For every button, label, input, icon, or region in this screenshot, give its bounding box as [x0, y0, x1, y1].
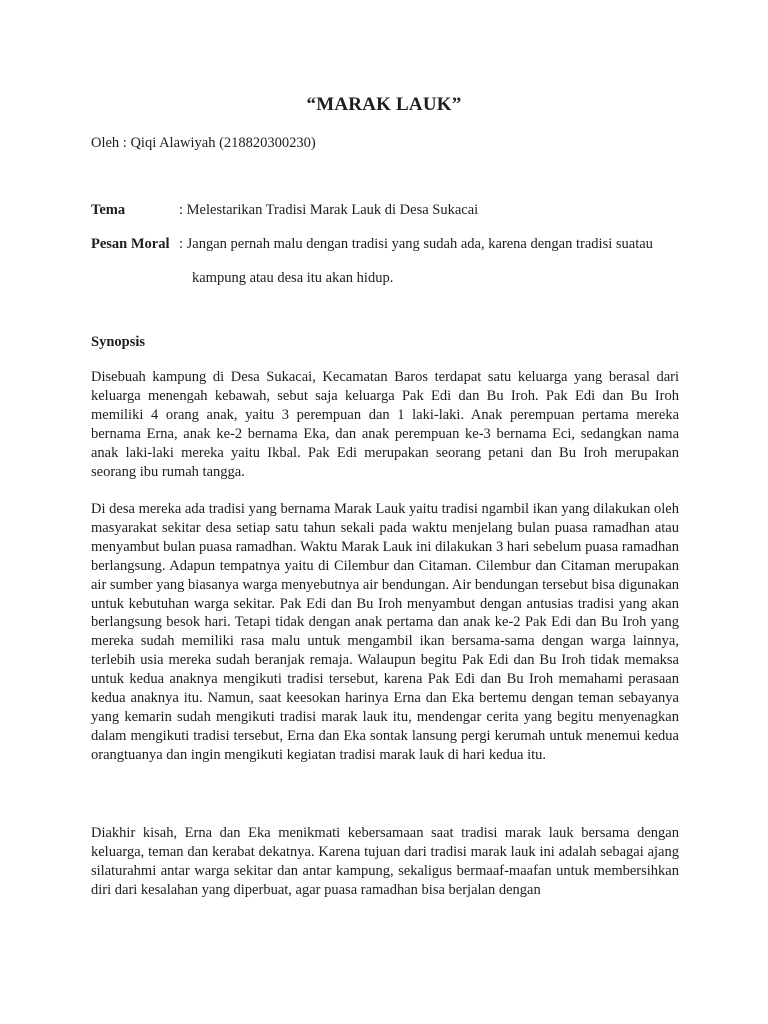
synopsis-heading: Synopsis [91, 334, 146, 350]
pesan-moral-row [91, 236, 653, 253]
synopsis-paragraph-3: Diakhir kisah, Erna dan Eka menikmati kebersamaan saat tradisi marak lauk bersama dengan keluarga, teman dan kerabat dekatnya. Karena tujuan dari tradisi marak lauk ini adalah sebagai ajang silaturahmi antar warga sekitar dan antar kampung, sekaligus bermaaf-maafan untuk membersihkan diri dari kesalahan yang diperbuat, agar puasa ramadhan bisa berjalan dengan [91, 825, 679, 898]
author-line: Oleh : Qiqi Alawiyah (218820300230) [91, 135, 316, 151]
document-title: “MARAK LAUK” [306, 94, 462, 115]
pesan-moral-label: Pesan Moral [91, 236, 170, 252]
pesan-moral-continuation: kampung atau desa itu akan hidup. [192, 270, 394, 286]
tema-row [91, 202, 479, 219]
tema-value: : Melestarikan Tradisi Marak Lauk di Desa Sukacai [179, 202, 479, 218]
synopsis-paragraph-1: Disebuah kampung di Desa Sukacai, Kecamatan Baros terdapat satu keluarga yang berasal dari keluarga menengah kebawah, sebut saja keluarga Pak Edi dan Bu Iroh. Pak Edi dan Bu Iroh memiliki 4 orang anak, yaitu 3 perempuan dan 1 laki-laki. Anak perempuan pertama mereka bernama Erna, anak ke-2 bernama Eka, dan anak perempuan ke-3 bernama Eci, sedangkan nama anak laki-laki mereka yaitu Ikbal. Pak Edi merupakan seorang petani dan Bu Iroh merupakan seorang ibu rumah tangga. [91, 369, 679, 480]
pesan-moral-value: : Jangan pernah malu dengan tradisi yang sudah ada, karena dengan tradisi suatau [179, 236, 653, 252]
tema-label: Tema [91, 202, 126, 218]
synopsis-paragraph-2: Di desa mereka ada tradisi yang bernama Marak Lauk yaitu tradisi ngambil ikan yang dilakukan oleh masyarakat sekitar desa setiap satu tahun sekali pada waktu menjelang bulan puasa ramadhan atau menyambut bulan puasa ramadhan. Waktu Marak Lauk ini dilakukan 3 hari sebelum puasa ramadhan berlangsung. Adapun tempatnya yaitu di Cilembur dan Citaman. Cilembur dan Citaman merupakan air sumber yang biasanya warga menyebutnya air bendungan. Air bendungan tersebut bisa digunakan untuk kebutuhan warga sekitar. Pak Edi dan Bu Iroh menyambut dengan antusias tradisi yang akan berlangsung besok hari. Tetapi tidak dengan anak pertama dan anak ke-2 Pak Edi dan Bu Iroh yang mereka sudah memiliki rasa malu untuk mengambil ikan bersama-sama dengan warga lainnya, terlebih usia mereka sudah beranjak remaja. Walaupun begitu Pak Edi dan Bu Iroh tidak memaksa untuk kedua anaknya mengikuti tradisi tersebut, karena Pak Edi dan Bu Iroh memahami perasaan kedua anaknya itu. Namun, saat keesokan harinya Erna dan Eka bertemu dengan teman sebayanya yang kemarin sudah mengikuti tradisi marak lauk itu, mendengar cerita yang begitu menyenagkan dalam mengikuti tradisi tersebut, Erna dan Eka sontak lansung pergi kerumah untuk menemui kedua orangtuanya dan ingin mengikuti kegiatan tradisi marak lauk di hari kedua itu. [91, 501, 680, 763]
